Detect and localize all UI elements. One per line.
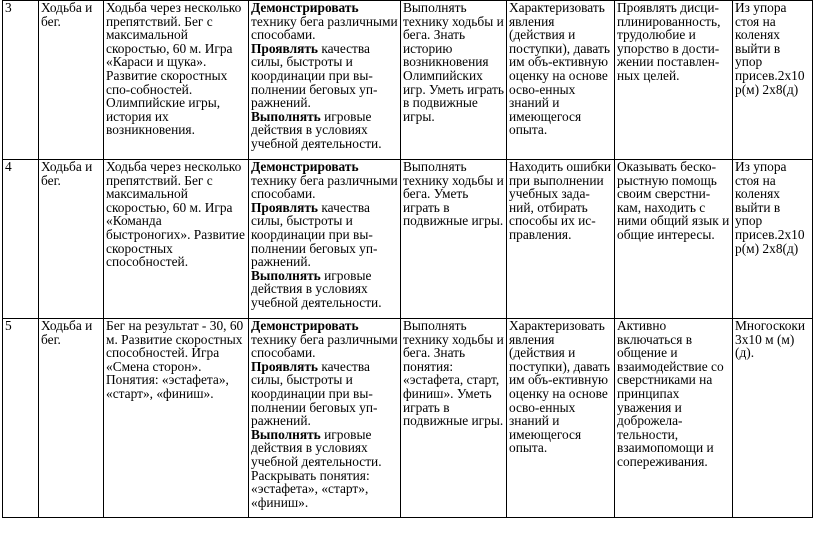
activity-text: игровые действия в условиях учебной деятельности. [251,267,382,310]
content-cell: Ходьба через несколько препятствий. Бег с максимальной скоростью, 60 м. Игра «Караси и щука». Развитие скоростных спо-собностей. Олимпийские игры, история их возникновения. [104,1,249,160]
activity-text: игровые действия в условиях учебной деятельности. [251,108,382,151]
activity-text: качества силы, быстроты и координации при вы-полнении беговых уп-ражнений. [251,199,378,270]
section-cell: Ходьба и бег. [39,160,104,319]
content-cell: Ходьба через несколько препятствий. Бег с максимальной скоростью, 60 м. Игра «Команда быстроногих». Развитие скоростных способностей. [104,160,249,319]
lesson-number: 4 [3,160,39,319]
activity-item [251,360,398,428]
activity-verb: Проявлять [251,199,319,215]
meta-results-cell: Характеризовать явления (действия и поступки), давать им объ-ективную оценку на основе осво-енных знаний и имеющегося опыта. [507,319,615,518]
section-cell: Ходьба и бег. [39,319,104,518]
activity-item [251,160,398,201]
activity-verb: Демонстрировать [251,159,359,174]
lesson-number: 5 [3,319,39,518]
activities-cell [249,1,401,160]
activities-cell [249,319,401,518]
meta-results-cell: Характеризовать явления (действия и поступки), давать им объ-ективную оценку на основе осво-енных знаний и имеющегося опыта. [507,1,615,160]
activity-text: игровые действия в условиях учебной деятельности. Раскрывать понятия: «эстафета», «старт», «финиш». [251,426,382,510]
activity-text: качества силы, быстроты и координации при вы-полнении беговых уп-ражнений. [251,358,378,429]
activity-text: технику бега различными способами. [251,331,398,361]
activity-text: качества силы, быстроты и координации при вы-полнении беговых уп-ражнений. [251,40,378,111]
activities-cell [249,160,401,319]
activity-verb: Проявлять [251,358,319,374]
activity-verb: Проявлять [251,40,319,56]
homework-cell: Многоскоки 3х10 м (м)(д). [733,319,813,518]
section-cell: Ходьба и бег. [39,1,104,160]
personal-results-cell: Проявлять дисци-плинированность, трудолюбие и упорство в дости-жении поставлен-ных целей. [615,1,733,160]
activity-item [251,269,398,310]
activity-verb: Выполнять [251,426,321,442]
activity-item [251,319,398,360]
activity-item [251,428,398,510]
subject-results-cell: Выполнять технику ходьбы и бега. Уметь играть в подвижные игры. [401,160,507,319]
subject-results-cell: Выполнять технику ходьбы и бега. Знать понятия: «эстафета, старт, финиш». Уметь играть в подвижные игры. [401,319,507,518]
activity-item [251,110,398,151]
meta-results-cell: Находить ошибки при выполнении учебных зада-ний, отбирать способы их ис-правления. [507,160,615,319]
homework-cell: Из упора стоя на коленях выйти в упор присев.2х10 р(м) 2х8(д) [733,160,813,319]
activity-verb: Демонстрировать [251,318,359,333]
homework-cell: Из упора стоя на коленях выйти в упор присев.2х10 р(м) 2х8(д) [733,1,813,160]
lesson-number: 3 [3,1,39,160]
content-cell: Бег на результат - 30, 60 м. Развитие скоростных способностей. Игра «Смена сторон». Понятия: «эстафета», «старт», «финиш». [104,319,249,518]
table-row [3,160,813,319]
personal-results-cell: Активно включаться в общение и взаимодействие со сверстниками на принципах уважения и доброжела-тельности, взаимопомощи и сопереживания. [615,319,733,518]
activity-text: технику бега различными способами. [251,13,398,43]
lesson-plan-table [2,0,813,518]
activity-item [251,1,398,42]
activity-item [251,42,398,110]
activity-verb: Демонстрировать [251,0,359,15]
activity-verb: Выполнять [251,108,321,124]
subject-results-cell: Выполнять технику ходьбы и бега. Знать историю возникновения Олимпийских игр. Уметь играть в подвижные игры. [401,1,507,160]
activity-verb: Выполнять [251,267,321,283]
table-row [3,1,813,160]
activity-text: технику бега различными способами. [251,172,398,202]
personal-results-cell: Оказывать беско-рыстную помощь своим сверстни-кам, находить с ними общий язык и общие интересы. [615,160,733,319]
table-row [3,319,813,518]
activity-item [251,201,398,269]
